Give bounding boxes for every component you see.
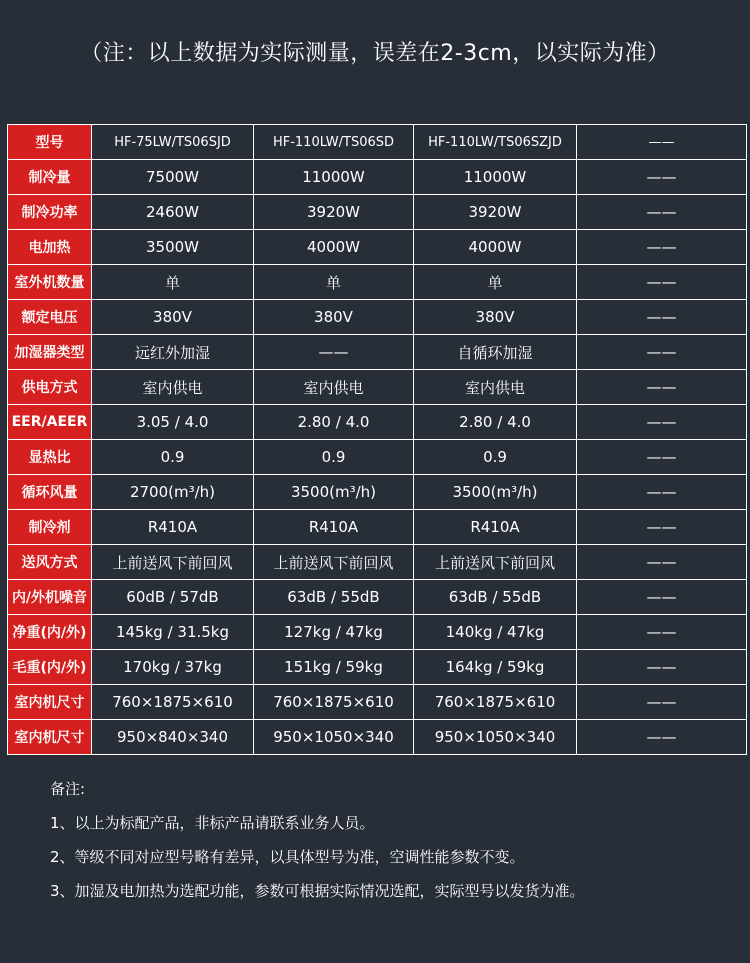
value-cell: —— bbox=[577, 440, 747, 475]
remarks-section bbox=[50, 778, 585, 914]
spec-table-body bbox=[8, 125, 747, 755]
value-cell: —— bbox=[577, 160, 747, 195]
value-cell: 室内供电 bbox=[92, 370, 254, 405]
value-cell: 室内供电 bbox=[254, 370, 414, 405]
value-cell: 上前送风下前回风 bbox=[254, 545, 414, 580]
value-cell: —— bbox=[577, 545, 747, 580]
value-cell: 2460W bbox=[92, 195, 254, 230]
value-cell: R410A bbox=[92, 510, 254, 545]
value-cell: 950×1050×340 bbox=[254, 720, 414, 755]
table-row bbox=[8, 300, 747, 335]
row-label: 额定电压 bbox=[8, 300, 92, 335]
value-cell: 950×840×340 bbox=[92, 720, 254, 755]
table-row bbox=[8, 265, 747, 300]
value-cell: 760×1875×610 bbox=[254, 685, 414, 720]
table-row bbox=[8, 510, 747, 545]
table-row bbox=[8, 545, 747, 580]
value-cell: 3500(m³/h) bbox=[254, 475, 414, 510]
value-cell: 11000W bbox=[254, 160, 414, 195]
table-row bbox=[8, 335, 747, 370]
value-cell: 4000W bbox=[254, 230, 414, 265]
value-cell: 760×1875×610 bbox=[92, 685, 254, 720]
row-label: 制冷量 bbox=[8, 160, 92, 195]
value-cell: R410A bbox=[254, 510, 414, 545]
value-cell: 127kg / 47kg bbox=[254, 615, 414, 650]
row-label: 显热比 bbox=[8, 440, 92, 475]
model-cell: HF-110LW/TS06SZJD bbox=[414, 125, 577, 160]
table-row bbox=[8, 125, 747, 160]
value-cell: —— bbox=[577, 300, 747, 335]
value-cell: 145kg / 31.5kg bbox=[92, 615, 254, 650]
table-row bbox=[8, 405, 747, 440]
value-cell: —— bbox=[577, 720, 747, 755]
table-row bbox=[8, 650, 747, 685]
value-cell: 380V bbox=[92, 300, 254, 335]
value-cell: 室内供电 bbox=[414, 370, 577, 405]
value-cell: 140kg / 47kg bbox=[414, 615, 577, 650]
row-label: 室外机数量 bbox=[8, 265, 92, 300]
value-cell: 7500W bbox=[92, 160, 254, 195]
model-cell: HF-110LW/TS06SD bbox=[254, 125, 414, 160]
table-row bbox=[8, 580, 747, 615]
value-cell: 170kg / 37kg bbox=[92, 650, 254, 685]
value-cell: —— bbox=[577, 230, 747, 265]
row-label: 室内机尺寸 bbox=[8, 720, 92, 755]
remarks-title: 备注: bbox=[50, 780, 86, 798]
value-cell: —— bbox=[577, 685, 747, 720]
table-row bbox=[8, 160, 747, 195]
value-cell: 自循环加湿 bbox=[414, 335, 577, 370]
table-row bbox=[8, 370, 747, 405]
value-cell: 63dB / 55dB bbox=[414, 580, 577, 615]
value-cell: 上前送风下前回风 bbox=[92, 545, 254, 580]
value-cell: 3.05 / 4.0 bbox=[92, 405, 254, 440]
value-cell: 0.9 bbox=[92, 440, 254, 475]
row-label: 供电方式 bbox=[8, 370, 92, 405]
value-cell: 单 bbox=[92, 265, 254, 300]
model-cell: —— bbox=[577, 125, 747, 160]
table-row bbox=[8, 230, 747, 265]
value-cell: 2.80 / 4.0 bbox=[254, 405, 414, 440]
table-row bbox=[8, 195, 747, 230]
value-cell: 380V bbox=[414, 300, 577, 335]
value-cell: 4000W bbox=[414, 230, 577, 265]
value-cell: —— bbox=[577, 615, 747, 650]
spec-table bbox=[7, 124, 747, 755]
table-row bbox=[8, 440, 747, 475]
row-label: 内/外机噪音 bbox=[8, 580, 92, 615]
value-cell: 164kg / 59kg bbox=[414, 650, 577, 685]
value-cell: 11000W bbox=[414, 160, 577, 195]
value-cell: —— bbox=[577, 405, 747, 440]
model-cell: HF-75LW/TS06SJD bbox=[92, 125, 254, 160]
row-label: 型号 bbox=[8, 125, 92, 160]
value-cell: —— bbox=[577, 370, 747, 405]
row-label: 制冷剂 bbox=[8, 510, 92, 545]
table-row bbox=[8, 615, 747, 650]
value-cell: 60dB / 57dB bbox=[92, 580, 254, 615]
value-cell: 上前送风下前回风 bbox=[414, 545, 577, 580]
remark-item-2: 2、等级不同对应型号略有差异，以具体型号为准，空调性能参数不变。 bbox=[50, 848, 525, 866]
value-cell: 2.80 / 4.0 bbox=[414, 405, 577, 440]
measurement-note: （注：以上数据为实际测量，误差在2-3cm，以实际为准） bbox=[80, 41, 670, 66]
value-cell: —— bbox=[577, 650, 747, 685]
value-cell: 远红外加湿 bbox=[92, 335, 254, 370]
row-label: 室内机尺寸 bbox=[8, 685, 92, 720]
remark-item-3: 3、加湿及电加热为选配功能，参数可根据实际情况选配，实际型号以发货为准。 bbox=[50, 882, 585, 900]
value-cell: —— bbox=[577, 510, 747, 545]
value-cell: 0.9 bbox=[254, 440, 414, 475]
value-cell: —— bbox=[577, 335, 747, 370]
row-label: EER/AEER bbox=[8, 405, 92, 440]
row-label: 制冷功率 bbox=[8, 195, 92, 230]
value-cell: 单 bbox=[254, 265, 414, 300]
row-label: 循环风量 bbox=[8, 475, 92, 510]
table-row bbox=[8, 475, 747, 510]
value-cell: —— bbox=[577, 265, 747, 300]
table-row bbox=[8, 720, 747, 755]
value-cell: 2700(m³/h) bbox=[92, 475, 254, 510]
table-row bbox=[8, 685, 747, 720]
row-label: 净重(内/外) bbox=[8, 615, 92, 650]
value-cell: —— bbox=[577, 580, 747, 615]
row-label: 送风方式 bbox=[8, 545, 92, 580]
value-cell: 3920W bbox=[254, 195, 414, 230]
row-label: 加湿器类型 bbox=[8, 335, 92, 370]
value-cell: 63dB / 55dB bbox=[254, 580, 414, 615]
value-cell: 151kg / 59kg bbox=[254, 650, 414, 685]
value-cell: —— bbox=[577, 195, 747, 230]
value-cell: 950×1050×340 bbox=[414, 720, 577, 755]
value-cell: 760×1875×610 bbox=[414, 685, 577, 720]
value-cell: 3500(m³/h) bbox=[414, 475, 577, 510]
value-cell: —— bbox=[577, 475, 747, 510]
value-cell: 单 bbox=[414, 265, 577, 300]
row-label: 毛重(内/外) bbox=[8, 650, 92, 685]
value-cell: R410A bbox=[414, 510, 577, 545]
value-cell: —— bbox=[254, 335, 414, 370]
row-label: 电加热 bbox=[8, 230, 92, 265]
value-cell: 3500W bbox=[92, 230, 254, 265]
value-cell: 3920W bbox=[414, 195, 577, 230]
value-cell: 380V bbox=[254, 300, 414, 335]
remark-item-1: 1、以上为标配产品，非标产品请联系业务人员。 bbox=[50, 814, 375, 832]
value-cell: 0.9 bbox=[414, 440, 577, 475]
